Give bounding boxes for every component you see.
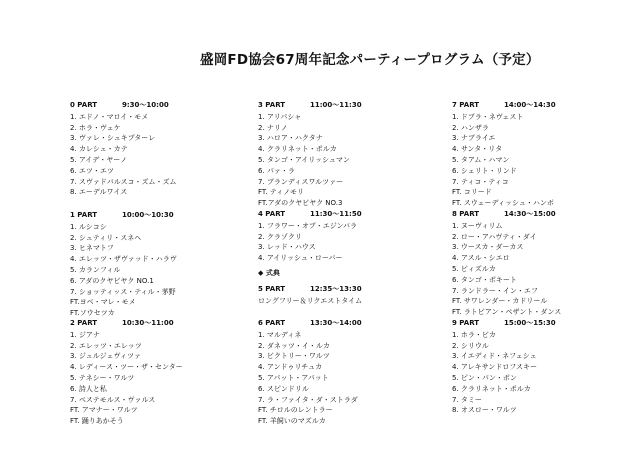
- part-label: 7 PART: [452, 101, 480, 109]
- program-item: FT. チロルのレントラー: [258, 406, 333, 415]
- ceremony-desc: ロングフリー＆リクエストタイム: [258, 296, 363, 305]
- program-item: 3. イエディド・ネフェシュ: [452, 352, 537, 361]
- part-4-block: [258, 209, 438, 264]
- program-item: 7. ブランディスワルツァー: [258, 177, 344, 186]
- part-header: [452, 318, 632, 329]
- part-6-block: [258, 318, 438, 427]
- program-item: 1. ドブラ・ネヴェスト: [452, 112, 524, 121]
- part-label: 3 PART: [258, 101, 286, 109]
- program-item: FT.ヨベ・マレ・モメ: [70, 298, 136, 307]
- program-item: 4. クラリネット・ポルカ: [258, 145, 337, 154]
- part-time: 14:30～15:00: [504, 210, 556, 218]
- page-title: 盛岡FD協会67周年記念パーティープログラム（予定）: [200, 52, 540, 68]
- program-item: 1. マルディネ: [258, 330, 302, 339]
- program-item: FT. ラトビアン・ペザント・ダンス: [452, 308, 562, 317]
- program-item: 3. レッド・ハウス: [258, 243, 316, 252]
- part-time: 10:30～11:00: [122, 319, 174, 327]
- program-item: 5. タンゴ・アイリッシュマン: [258, 155, 350, 164]
- ceremony-label: ◆ 式典: [258, 269, 280, 277]
- program-item: 2. ホラ・ヴェケ: [70, 123, 121, 132]
- program-item: FT. スウェーディッシュ・ハンボ: [452, 199, 554, 208]
- program-item: 4. アイリッシュ・ローバー: [258, 254, 343, 263]
- part-time: 10:00～10:30: [122, 211, 174, 219]
- program-item: 3. ハロア・ハクタナ: [258, 134, 323, 143]
- part-label: 4 PART: [258, 210, 286, 218]
- program-item: 7. ショッティッス・ティル・茅野: [70, 287, 176, 296]
- part-time: 14:00～14:30: [504, 101, 556, 109]
- program-item: 7. ラ・ファイタ・ダ・ストラダ: [258, 395, 358, 404]
- part-7-block: [452, 100, 632, 209]
- part-header: [452, 209, 632, 220]
- program-item: 2. ロー・アハヴティ・ダイ: [452, 232, 537, 241]
- part-header: [258, 318, 438, 329]
- program-item: 1. ルシコシ: [70, 222, 107, 231]
- ceremony-part: 5 PART: [258, 284, 286, 293]
- program-item: 8. オスロー・ワルツ: [452, 406, 517, 415]
- program-item: 1. フラワー・オブ・エジンバラ: [258, 221, 358, 230]
- program-item: 6. アダのクヤビヤク NO.1: [70, 276, 154, 285]
- program-item: 5. ピン・パン・ポン: [452, 373, 517, 382]
- program-item: 5. テネシー・ワルツ: [70, 373, 135, 382]
- program-item: FT. 踊りあかそう: [70, 417, 124, 426]
- part-0-block: [70, 100, 250, 198]
- program-item: FT. サワレンダー・カドリール: [452, 297, 548, 306]
- program-item: 1. エドノ・マロイ・モメ: [70, 112, 149, 121]
- program-item: 5. アパット・アパット: [258, 373, 329, 382]
- part-2-block: [70, 318, 250, 427]
- program-item: 7. スヴァドバルスコ・ズム・ズム: [70, 177, 177, 186]
- program-item: FT. ティノモリ: [258, 188, 304, 197]
- program-item: 4. カレシュ・カテ: [70, 145, 128, 154]
- part-header: [70, 100, 250, 111]
- program-item: 3. ビクトリー・ワルツ: [258, 352, 330, 361]
- program-item: 4. レディース・ツー・ザ・センター: [70, 363, 183, 372]
- program-item: 2. ナリノ: [258, 123, 288, 132]
- part-1-block: [70, 210, 250, 319]
- program-item: 4. エレッツ・ザヴァッド・ハラヴ: [70, 255, 177, 264]
- program-item: 2. シリウル: [452, 341, 489, 350]
- part-header: [70, 318, 250, 329]
- program-item: 5. アイデ・ヤーノ: [70, 155, 128, 164]
- part-header: [70, 210, 250, 221]
- part-time: 9:30～10:00: [122, 101, 169, 109]
- program-item: 1. ヌーヴィリム: [452, 221, 503, 230]
- program-item: 6. スピンドリル: [258, 384, 309, 393]
- program-item: 2. ハンザラ: [452, 123, 489, 132]
- program-item: 7. ベステモルス・ヴァルス: [70, 395, 156, 404]
- program-item: 5. カランフィル: [70, 265, 121, 274]
- program-item: 2. クラゾクリ: [258, 232, 302, 241]
- program-item: 6. タンゴ・ポキート: [452, 275, 517, 284]
- program-item: FT.ソウセツカ: [70, 309, 115, 318]
- program-item: 1. ジアナ: [70, 330, 100, 339]
- ceremony-block: [258, 268, 438, 306]
- part-time: 15:00～15:30: [504, 319, 556, 327]
- part-label: 2 PART: [70, 319, 98, 327]
- part-8-block: [452, 209, 632, 318]
- program-item: FT. アマナー・ワルツ: [70, 406, 138, 415]
- program-item: 7. ティコ・ティコ: [452, 177, 509, 186]
- program-item: 7. タミー: [452, 395, 482, 404]
- program-item: 3. ヒネマトフ: [70, 244, 114, 253]
- program-item: 5. ビィズルカ: [452, 264, 496, 273]
- program-item: 3. ヴァレ・シュキプターレ: [70, 134, 156, 143]
- program-item: 8. エーデルワイス: [70, 188, 128, 197]
- program-item: 2. エレッツ・エレッツ: [70, 341, 142, 350]
- program-item: FT.アダのクヤビヤク NO.3: [258, 199, 343, 208]
- program-item: 3. ナブライエ: [452, 134, 496, 143]
- program-item: 6. エツ・エツ: [70, 166, 114, 175]
- program-item: 6. 詩人と私: [70, 384, 107, 393]
- program-item: FT. コリード: [452, 188, 492, 197]
- part-3-block: [258, 100, 438, 209]
- ceremony-time: 12:35～13:30: [310, 284, 362, 293]
- part-label: 9 PART: [452, 319, 480, 327]
- part-label: 6 PART: [258, 319, 286, 327]
- program-item: 3. ウースカ・ダーカス: [452, 243, 524, 252]
- program-item: 4. アスル・シエロ: [452, 254, 510, 263]
- program-item: 4. アンドゥリチュカ: [258, 363, 323, 372]
- part-header: [452, 100, 632, 111]
- part-time: 13:30～14:00: [310, 319, 362, 327]
- program-item: 6. クラリネット・ポルカ: [452, 384, 531, 393]
- part-header: [258, 209, 438, 220]
- part-9-block: [452, 318, 632, 416]
- program-item: 2. シュティリ・スネヘ: [70, 233, 142, 242]
- part-label: 8 PART: [452, 210, 480, 218]
- program-item: 3. ジュルジェヴィツァ: [70, 352, 141, 361]
- program-item: 6. パァ・ラ: [258, 166, 295, 175]
- program-item: 1. アリパシャ: [258, 112, 302, 121]
- program-item: FT. 羊飼いのマズルカ: [258, 417, 326, 426]
- program-item: 2. ダネッツ・イ・ルカ: [258, 341, 330, 350]
- part-time: 11:30～11:50: [310, 210, 362, 218]
- program-item: 5. タアム・ハマン: [452, 155, 510, 164]
- part-label: 0 PART: [70, 101, 98, 109]
- program-item: 7. ランドラー・イン・エフ: [452, 286, 538, 295]
- part-label: 1 PART: [70, 211, 98, 219]
- program-item: 4. サンタ・リタ: [452, 145, 503, 154]
- program-item: 1. ホラ・ビカ: [452, 330, 496, 339]
- part-header: [258, 100, 438, 111]
- program-item: 6. シェリト・リンド: [452, 166, 517, 175]
- part-time: 11:00～11:30: [310, 101, 362, 109]
- program-item: 4. アレキサンドロフスキー: [452, 363, 537, 372]
